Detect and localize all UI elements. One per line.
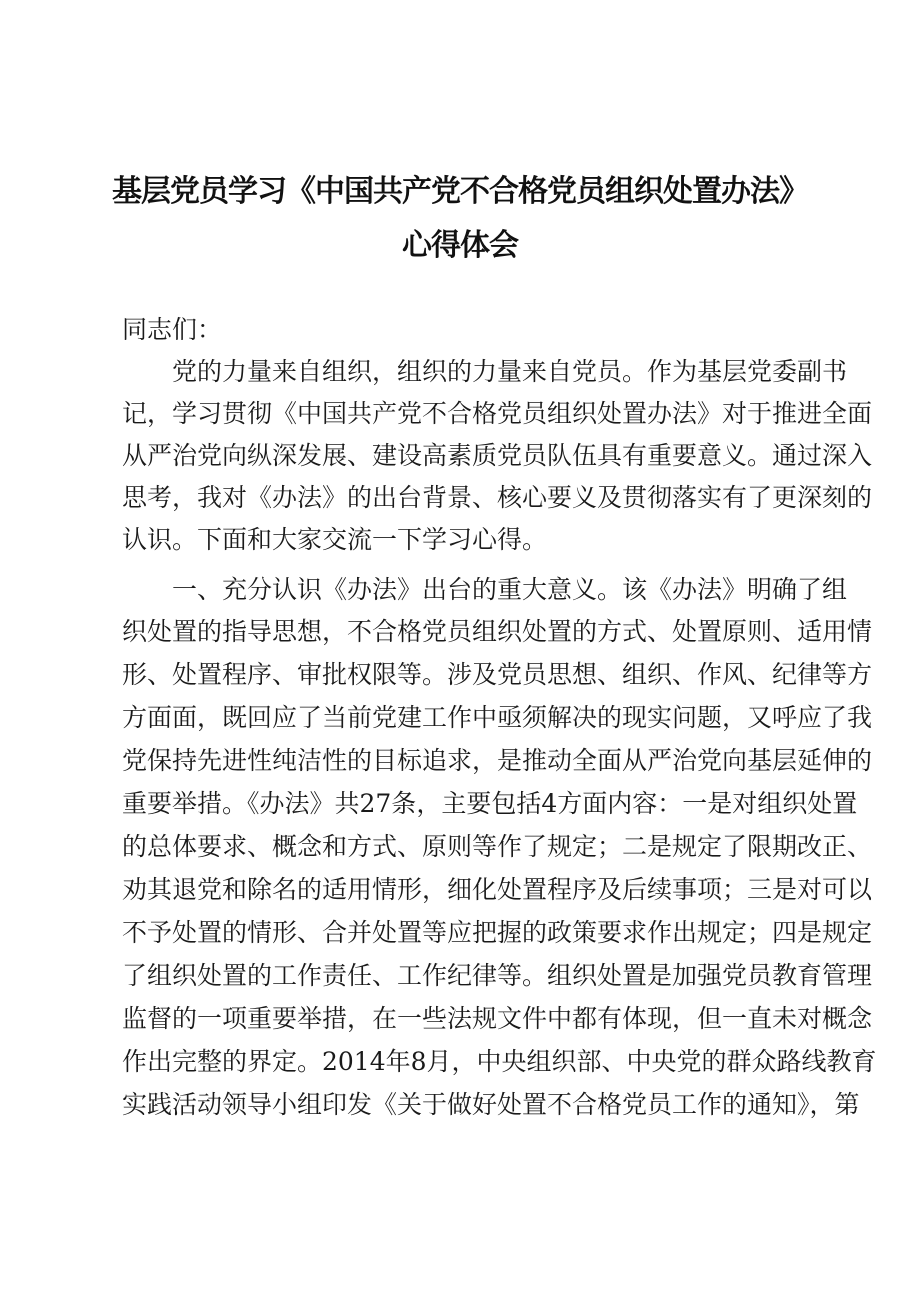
- salutation: 同志们：: [122, 315, 223, 344]
- body-line: 形、处置程序、审批权限等。涉及党员思想、组织、作风、纪律等方: [122, 660, 873, 689]
- body-line: 方面面，既回应了当前党建工作中亟须解决的现实问题，又呼应了我: [122, 703, 873, 732]
- body-line: 劝其退党和除名的适用情形，细化处置程序及后续事项；三是对可以: [122, 875, 873, 904]
- body-line: 重要举措。《办法》共27条，主要包括4方面内容：一是对组织处置: [122, 789, 858, 818]
- body-line: 监督的一项重要举措，在一些法规文件中都有体现，但一直未对概念: [122, 1004, 873, 1033]
- body-line: 党保持先进性纯洁性的目标追求，是推动全面从严治党向基层延伸的: [122, 746, 873, 775]
- body-line: 织处置的指导思想，不合格党员组织处置的方式、处置原则、适用情: [122, 617, 873, 646]
- body-line: 记，学习贯彻《中国共产党不合格党员组织处置办法》对于推进全面: [122, 399, 873, 428]
- body-line: 党的力量来自组织，组织的力量来自党员。作为基层党委副书: [172, 357, 848, 386]
- body-line: 从严治党向纵深发展、建设高素质党员队伍具有重要意义。通过深入: [122, 441, 873, 470]
- body-line: 实践活动领导小组印发《关于做好处置不合格党员工作的通知》，第: [122, 1090, 860, 1119]
- body-line: 了组织处置的工作责任、工作纪律等。组织处置是加强党员教育管理: [122, 961, 873, 990]
- body-line: 认识。下面和大家交流一下学习心得。: [122, 525, 548, 554]
- document-title-line-2: 心得体会: [402, 228, 518, 263]
- body-line: 不予处置的情形、合并处置等应把握的政策要求作出规定；四是规定: [122, 918, 873, 947]
- document-title-line-1: 基层党员学习《中国共产党不合格党员组织处置办法》: [112, 174, 808, 209]
- body-line: 一、充分认识《办法》出台的重大意义。该《办法》明确了组: [172, 575, 848, 604]
- body-line: 作出完整的界定。2014年8月，中央组织部、中央党的群众路线教育: [122, 1047, 877, 1076]
- body-line: 思考，我对《办法》的出台背景、核心要义及贯彻落实有了更深刻的: [122, 483, 873, 512]
- body-line: 的总体要求、概念和方式、原则等作了规定；二是规定了限期改正、: [122, 832, 873, 861]
